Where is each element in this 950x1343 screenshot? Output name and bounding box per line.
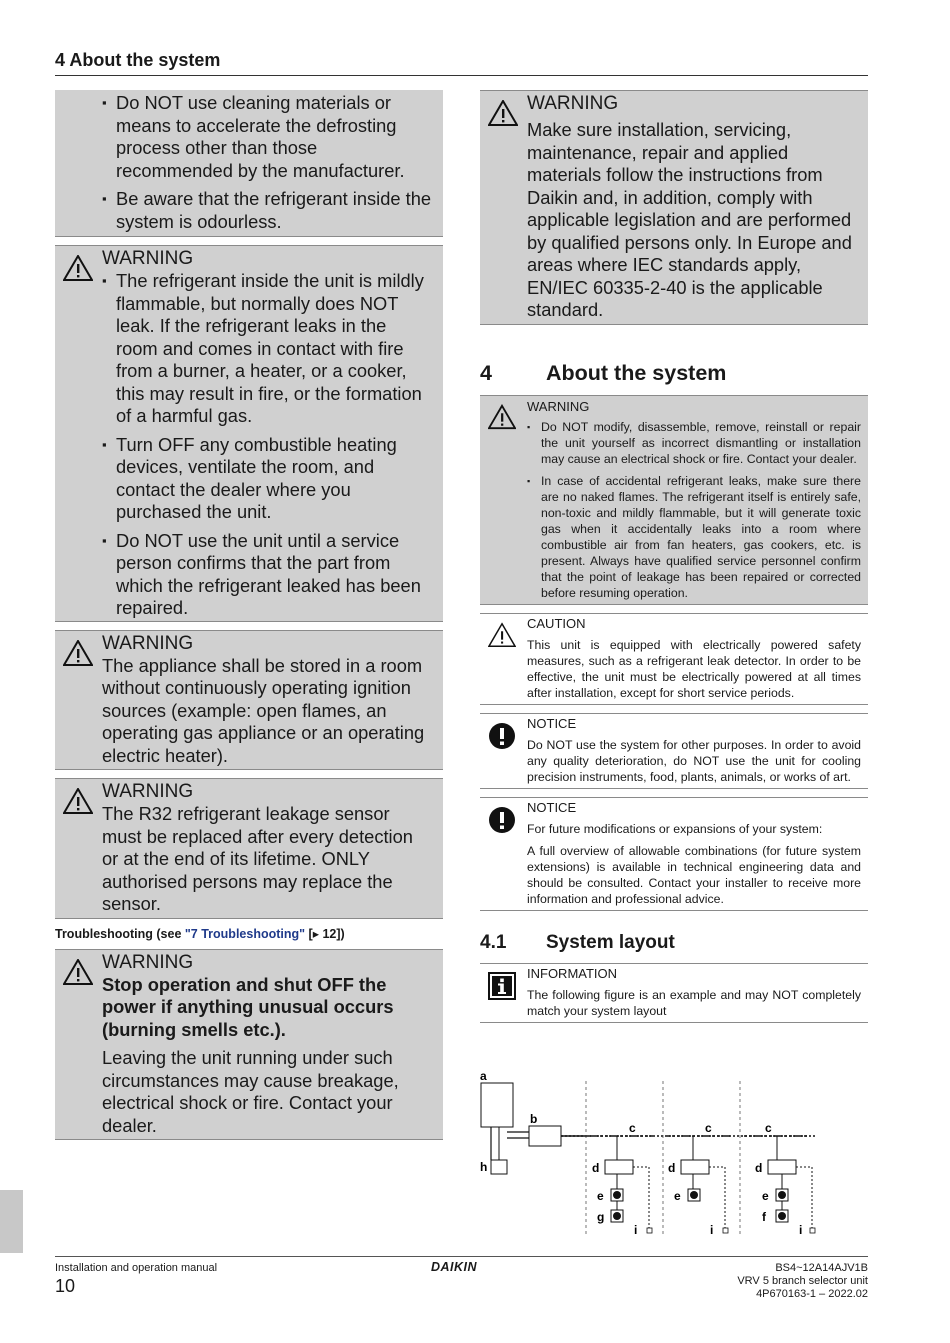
diagram-label-d: d — [755, 1161, 763, 1175]
daikin-logo: DAIKIN — [431, 1260, 478, 1274]
caution-title: CAUTION — [527, 615, 586, 631]
notice-box-modifications — [480, 797, 868, 911]
list-item: ▪ In case of accidental refrigerant leaks, make sure there are no naked flames. The refrigerant itself is entirely safe, non-toxic and mildly flammable, but it will generate toxic gas when it accidentally leaks into a room where combustible air from fan heaters, gas cookers, etc. is present. Always have qualified service personnel confirm that the point of leakage has been repaired or corrected before resuming operation. — [527, 473, 861, 601]
component-b — [529, 1126, 561, 1146]
notice-text: Do NOT use the system for other purposes. In order to avoid any quality deterioration, do NOT use the unit for cooling precision instruments, food, plants, animals, or works of art. — [527, 737, 861, 784]
footer-rule — [55, 1256, 868, 1257]
list-item: ▪ Do NOT modify, disassemble, remove, reinstall or repair the unit yourself as incorrect dismantling or installation may cause an electrical shock or fire. Contact your dealer. — [527, 419, 861, 467]
warning-box-refrigerant — [55, 245, 443, 622]
reference-prefix: Troubleshooting (see — [55, 926, 185, 941]
list-item: ▪ The refrigerant inside the unit is mildly flammable, but normally does NOT leak. If the refrigerant leaks in the room and comes in contact with fire from a burner, a heater, or a cooker, this may result in fire, or the formation of a harmful gas. — [102, 270, 433, 428]
warning-box-installation — [480, 90, 868, 325]
outdoor-unit — [481, 1083, 513, 1127]
caution-box — [480, 613, 868, 705]
warning-text: Leaving the unit running under such circumstances may cause breakage, electrical shock or fire. Contact your dealer. — [102, 1047, 399, 1136]
diagram-label-d: d — [592, 1161, 600, 1175]
diagram-label-a: a — [480, 1069, 487, 1083]
diagram-label-i: i — [710, 1223, 714, 1237]
left-column — [55, 90, 443, 1140]
diagram-label-c: c — [629, 1121, 636, 1135]
warning-text: Make sure installation, servicing, maintenance, repair and applied materials follow the instructions from Daikin and, in addition, comply with applicable legislation and are performed by qualified persons only. In Europe and areas where IEC standards apply, EN/IEC 60335-2-40 is the applicable standard. — [527, 119, 852, 320]
warning-title: WARNING — [102, 632, 194, 654]
page-arrow-icon: ▸ — [312, 926, 319, 941]
warning-text: The R32 refrigerant leakage sensor must be replaced after every detection or at the end of its lifetime. ONLY authorised persons may replace the sensor. — [102, 803, 413, 914]
warning-bold-text: Stop operation and shut OFF the power if anything unusual occurs (burning smells etc.). — [102, 973, 394, 1040]
branch-selector-unit — [605, 1160, 633, 1174]
diagram-label-g: g — [597, 1210, 605, 1224]
warning-title: WARNING — [527, 93, 619, 114]
chapter-side-tab — [0, 1190, 23, 1253]
caution-text: This unit is equipped with electrically powered safety measures, such as a refrigerant leak detector. In order to be effective, the unit must be electrically powered at all times after installation, except for short service periods. — [527, 637, 861, 700]
section-number: 4 — [480, 360, 492, 385]
warning-box-small — [480, 395, 868, 605]
footer-model: BS4~12A14AJV1B — [775, 1262, 868, 1274]
notice-text: For future modifications or expansions of your system: — [527, 821, 823, 836]
information-box — [480, 963, 868, 1023]
diagram-label-c: c — [705, 1121, 712, 1135]
warning-triangle-icon — [63, 959, 93, 985]
right-column — [480, 90, 868, 1023]
warning-triangle-icon — [63, 255, 93, 281]
subsection-heading — [480, 932, 868, 954]
diagram-label-e: e — [762, 1189, 769, 1203]
warning-box-stop-operation — [55, 949, 443, 1141]
information-text: The following figure is an example and may NOT completely match your system layout — [527, 987, 861, 1018]
page-header-title: 4 About the system — [55, 50, 221, 70]
warning-box-storage — [55, 630, 443, 771]
diagram-label-c: c — [765, 1121, 772, 1135]
troubleshooting-link[interactable]: "7 Troubleshooting" — [184, 926, 306, 941]
continued-warning-box — [55, 90, 443, 237]
warning-title: WARNING — [527, 398, 590, 414]
notice-title: NOTICE — [527, 715, 577, 731]
warning-title: WARNING — [102, 951, 194, 973]
footer-document-info — [737, 1262, 868, 1301]
warning-triangle-icon — [63, 640, 93, 666]
diagram-label-b: b — [530, 1112, 538, 1126]
system-layout-diagram — [477, 1066, 872, 1246]
notice-text: A full overview of allowable combinations (for future system extensions) is available in technical engineering data and should be consulted. Contact your installer to receive more information and professional advice. — [527, 843, 861, 906]
subsection-title: System layout — [546, 931, 675, 953]
warning-title: WARNING — [102, 781, 194, 802]
diagram-label-d: d — [668, 1161, 676, 1175]
information-title: INFORMATION — [527, 965, 618, 981]
warning-triangle-icon — [488, 622, 516, 648]
notice-title: NOTICE — [527, 799, 577, 815]
diagram-label-h: h — [480, 1160, 488, 1174]
diagram-label-e: e — [674, 1189, 681, 1203]
section-heading — [480, 361, 868, 386]
list-item: ▪ Turn OFF any combustible heating devices, ventilate the room, and contact the dealer where you purchased the unit. — [102, 434, 433, 524]
branch-selector-unit — [681, 1160, 709, 1174]
warning-title: WARNING — [102, 248, 194, 269]
list-item: ▪ Do NOT use cleaning materials or means to accelerate the defrosting process other than those recommended by the manufacturer. — [102, 92, 433, 182]
subsection-number: 4.1 — [480, 931, 507, 953]
section-title: About the system — [546, 360, 727, 385]
exclamation-circle-icon — [488, 806, 516, 834]
warning-box-sensor — [55, 778, 443, 919]
diagram-label-i: i — [634, 1223, 638, 1237]
header-rule — [55, 75, 868, 76]
diagram-label-i: i — [799, 1223, 803, 1237]
diagram-label-f: f — [762, 1210, 766, 1224]
branch-selector-unit — [768, 1160, 796, 1174]
list-item: ▪ Do NOT use the unit until a service person confirms that the part from which the refrigerant leaked has been repaired. — [102, 530, 433, 620]
reference-page: 12]) — [318, 926, 345, 941]
list-item: ▪ Be aware that the refrigerant inside the system is odourless. — [102, 188, 433, 233]
warning-triangle-icon — [63, 788, 93, 814]
component-h — [491, 1160, 507, 1174]
exclamation-circle-icon — [488, 722, 516, 750]
footer-product: VRV 5 branch selector unit — [737, 1275, 868, 1287]
reference-suffix: [ — [305, 926, 313, 941]
diagram-label-e: e — [597, 1189, 604, 1203]
footer-doc: 4P670163-1 – 2022.02 — [756, 1288, 868, 1300]
warning-text: The appliance shall be stored in a room without continuously operating ignition sources (example: open flames, an operating gas appliance or an operating electric heater). — [102, 654, 425, 766]
information-icon — [488, 972, 516, 1000]
warning-triangle-icon — [488, 404, 516, 430]
notice-box-purpose — [480, 713, 868, 789]
page-number: 10 — [55, 1276, 76, 1296]
troubleshooting-reference — [55, 926, 443, 941]
warning-triangle-icon — [488, 100, 518, 126]
footer-manual-title: Installation and operation manual — [55, 1262, 218, 1274]
